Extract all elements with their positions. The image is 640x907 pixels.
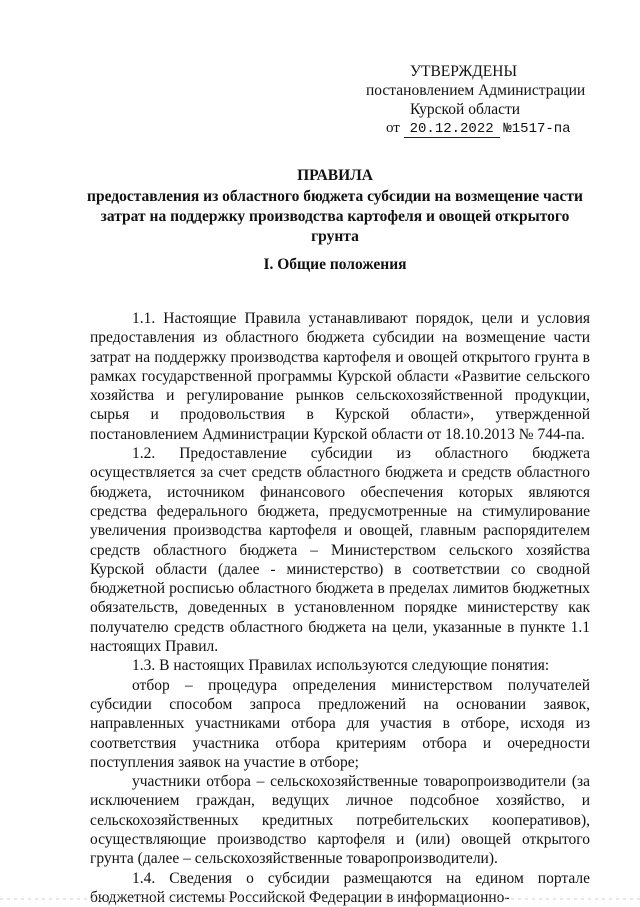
title-subtitle: предоставления из областного бюджета субсидии на возмещение части затрат на поддержку производства картофеля и овощей открытого грунта xyxy=(87,188,583,245)
paragraph-1-2: 1.2. Предоставление субсидии из областного бюджета осуществляется за счет средств областного бюджета и средств областного бюджета, источником финансового обеспечения которых являются средства федерального бюджета, предусмотренные на стимулирование увеличения производства картофеля и овощей, главным распорядителем средств областного бюджета – Министерством сельского хозяйства Курской области (далее - министерство) в соответствии со сводной бюджетной росписью областного бюджета в пределах лимитов бюджетных обязательств, доведенных в установленном порядке министерству как получателю средств областного бюджета на цели, указанные в пункте 1.1 настоящих Правил. xyxy=(90,445,590,656)
definition-selection: отбор – процедура определения министерством получателей субсидии способом запроса предложений на основании заявок, направленных участниками отбора для участия в отборе, исходя из соответствия участника отбора критериям отбора и очередности поступления заявок на участие в отборе; xyxy=(90,676,590,771)
approval-date-line xyxy=(360,119,590,139)
title-main: ПРАВИЛА xyxy=(297,167,373,184)
approval-number: №1517-па xyxy=(503,121,571,137)
approval-region: Курской области xyxy=(410,101,521,118)
paragraph-1-4: 1.4. Сведения о субсидии размещаются на едином портале бюджетной системы Российской Федерации в информационно- xyxy=(90,869,590,906)
approval-stamp xyxy=(360,62,590,139)
paragraph-1-1: 1.1. Настоящие Правила устанавливают порядок, цели и условия предоставления из областного бюджета субсидии на возмещение части затрат на поддержку производства картофеля и овощей открытого грунта в рамках государственной программы Курской области «Развитие сельского хозяйства и регулирование рынков сельскохозяйственной продукции, сырья и продовольствия в Курской области», утвержденной постановлением Администрации Курской области от 18.10.2013 № 744-па. xyxy=(90,310,590,443)
section-heading: I. Общие положения xyxy=(263,256,407,273)
approval-heading: УТВЕРЖДЕНЫ xyxy=(410,63,517,80)
scan-edge-artifact xyxy=(0,887,640,905)
approval-authority: постановлением Администрации xyxy=(366,82,586,99)
approval-date-prefix: от xyxy=(386,120,400,136)
approval-date: 20.12.2022 xyxy=(404,121,500,138)
document-title xyxy=(80,166,590,247)
paragraph-1-3: 1.3. В настоящих Правилах используются следующие понятия: xyxy=(132,657,550,675)
document-body xyxy=(90,309,590,907)
definition-participants: участники отбора – сельскохозяйственные товаропроизводители (за исключением граждан, ведущих личное подсобное хозяйство, и сельскохозяйственных кредитных потребительских кооперативов), осуществляющие производство картофеля и (или) овощей открытого грунта (далее – сельскохозяйственные товаропроизводители). xyxy=(90,773,590,868)
